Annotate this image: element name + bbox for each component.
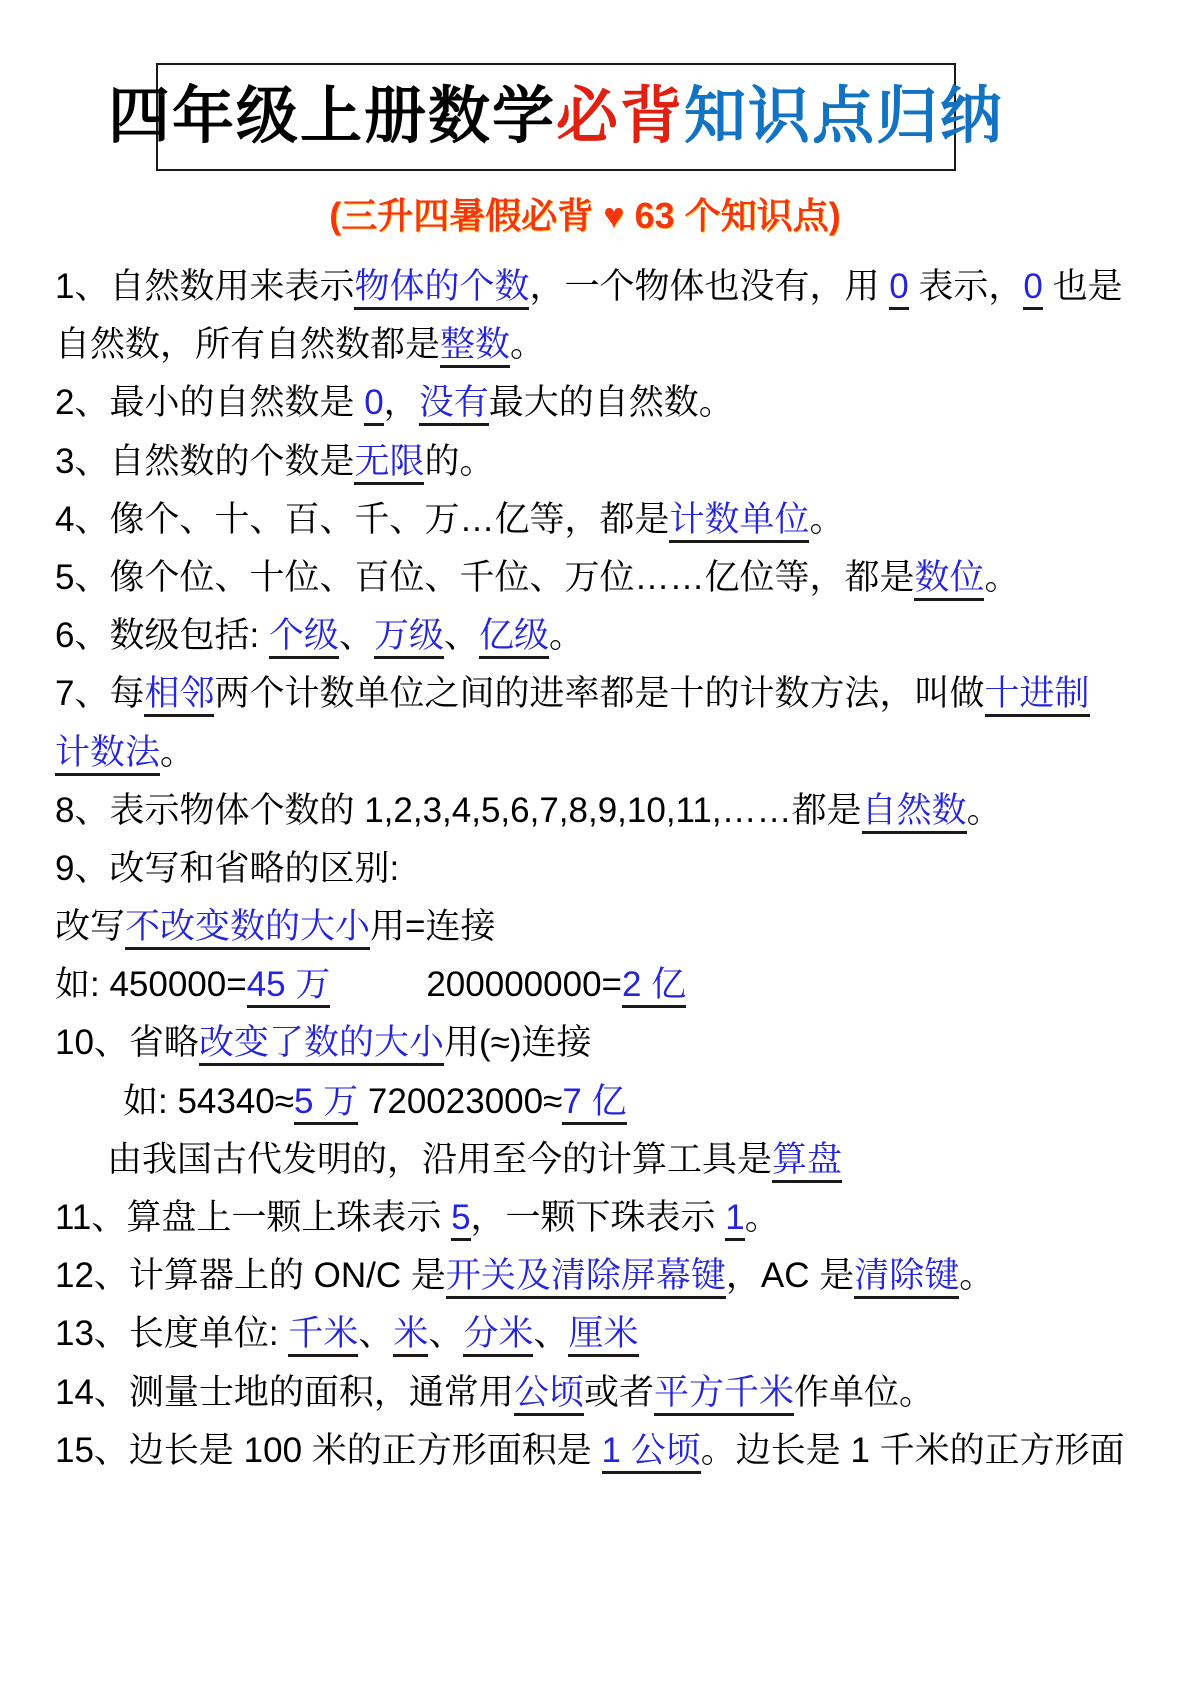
text-run: 3、自然数的个数是 (55, 441, 355, 481)
content-line (55, 782, 1155, 840)
key-term: 没有 (419, 383, 489, 426)
content-line (55, 1305, 1155, 1363)
key-term: 无限 (354, 442, 424, 485)
key-term: 0 (364, 383, 383, 426)
key-term: 算盘 (772, 1140, 842, 1183)
title-box (107, 63, 1005, 171)
content-line (55, 840, 1155, 898)
key-term: 0 (889, 267, 908, 310)
content-line (55, 549, 1155, 607)
page-title-blue: 知识点归纳 (684, 82, 1005, 151)
text-run: 、 (428, 1314, 464, 1354)
content-lines (55, 258, 1155, 1480)
text-run: ，AC 是 (725, 1256, 855, 1296)
content-line (55, 665, 1155, 723)
key-term: 自然数 (862, 791, 967, 834)
subtitle: (三升四暑假必背 ♥ 63 个知识点) (329, 195, 841, 236)
text-run: ，一个物体也没有，用 (529, 267, 890, 306)
content-line (55, 898, 1155, 956)
text-run: 改写 (55, 907, 126, 947)
key-term: 1 公顷 (602, 1431, 701, 1474)
text-run: 。边长是 1 千米的正方形面 (700, 1430, 1125, 1470)
text-run: 如: 54340≈ (123, 1081, 294, 1121)
key-term: 2 亿 (622, 965, 686, 1008)
key-term: 整数 (440, 325, 510, 368)
content-line (55, 374, 1155, 432)
text-run: 自然数，所有自然数都是 (55, 325, 441, 365)
text-run: 10、省略 (55, 1023, 199, 1063)
content-line (55, 1014, 1155, 1072)
key-term: 45 万 (247, 965, 331, 1008)
page-title-black: 四年级上册数学 (107, 82, 556, 151)
text-run: 。 (966, 790, 1002, 830)
content-line (55, 1364, 1155, 1422)
text-run: 作单位。 (793, 1372, 934, 1412)
key-term: 分米 (463, 1314, 533, 1357)
key-term: 改变了数的大小 (199, 1023, 444, 1066)
key-term: 千米 (288, 1314, 358, 1357)
content-line (55, 1422, 1155, 1480)
text-run: 13、长度单位: (55, 1314, 289, 1354)
content-line (55, 956, 1155, 1014)
key-term: 平方千米 (654, 1373, 794, 1416)
text-run: 15、边长是 100 米的正方形面积是 (55, 1430, 602, 1470)
key-term: 1 (725, 1198, 744, 1241)
text-run: 720023000≈ (358, 1081, 563, 1121)
key-term: 相邻 (144, 674, 214, 717)
key-term: 不改变数的大小 (125, 907, 370, 950)
text-run: 2、最小的自然数是 (55, 383, 365, 423)
text-run: 8、表示物体个数的 1,2,3,4,5,6,7,8,9,10,11,……都是 (55, 790, 862, 830)
text-run: 如: 450000= (55, 965, 247, 1005)
key-term: 5 (451, 1198, 470, 1241)
text-run: 也是 (1042, 267, 1123, 306)
key-term: 清除键 (854, 1256, 959, 1299)
key-term: 计数法 (55, 733, 160, 776)
key-term: 7 亿 (562, 1082, 626, 1125)
text-run: 11、算盘上一颗上珠表示 (55, 1198, 452, 1237)
text-run: 最大的自然数。 (488, 383, 734, 423)
text-run: 或者 (583, 1372, 654, 1412)
key-term: 厘米 (568, 1314, 638, 1357)
key-term: 5 万 (294, 1082, 358, 1125)
content-line (55, 433, 1155, 491)
text-run: 、 (533, 1314, 569, 1354)
text-run: 。 (959, 1256, 995, 1296)
text-run: 9、改写和省略的区别: (55, 848, 400, 888)
content-line (55, 1131, 1155, 1189)
text-run: 两个计数单位之间的进率都是十的计数方法，叫做 (214, 674, 985, 714)
text-run: 6、数级包括: (55, 616, 269, 656)
text-run: 的。 (424, 441, 495, 481)
key-term: 个级 (269, 616, 339, 659)
key-term: 数位 (914, 558, 984, 601)
text-run: 由我国古代发明的，沿用至今的计算工具是 (107, 1139, 773, 1179)
text-run: ，一颗下珠表示 (470, 1198, 726, 1237)
text-run: 。 (809, 499, 845, 539)
text-run: 1、自然数用来表示 (55, 267, 355, 306)
text-run: 、 (338, 616, 374, 656)
text-run: 、 (358, 1314, 394, 1354)
text-run: 用(≈)连接 (443, 1023, 592, 1063)
text-run: 4、像个、十、百、千、万…亿等，都是 (55, 499, 670, 539)
text-run: 200000000= (426, 965, 622, 1005)
text-run: 。 (984, 557, 1020, 597)
key-term: 米 (393, 1314, 428, 1357)
key-term: 亿级 (479, 616, 549, 659)
content-line (55, 491, 1155, 549)
content-line (55, 607, 1155, 665)
key-term: 开关及清除屏幕键 (446, 1256, 726, 1299)
text-run: 14、测量士地的面积，通常用 (55, 1372, 514, 1412)
text-run: ， (383, 383, 419, 423)
text-run: 、 (443, 616, 479, 656)
text-run: 。 (549, 616, 585, 656)
text-run: 用=连接 (370, 907, 496, 947)
key-term: 0 (1023, 267, 1042, 310)
text-run: 。 (744, 1198, 780, 1237)
text-run: 。 (510, 325, 546, 365)
content-line (55, 1189, 1155, 1247)
page-title-red: 必背 (556, 82, 685, 151)
content-line (55, 258, 1155, 316)
key-term: 万级 (374, 616, 444, 659)
text-run: 。 (160, 732, 196, 772)
text-run: 12、计算器上的 ON/C 是 (55, 1256, 446, 1296)
content-line (55, 1073, 1155, 1131)
text-run: 5、像个位、十位、百位、千位、万位……亿位等，都是 (55, 557, 915, 597)
content-line (55, 724, 1155, 782)
content-line (55, 1247, 1155, 1305)
content-line (55, 316, 1155, 374)
key-term: 计数单位 (669, 500, 809, 543)
text-run: 表示， (908, 267, 1024, 306)
text-run: 7、每 (55, 674, 145, 714)
key-term: 物体的个数 (354, 267, 529, 310)
key-term: 十进制 (985, 674, 1090, 717)
key-term: 公顷 (514, 1373, 584, 1416)
